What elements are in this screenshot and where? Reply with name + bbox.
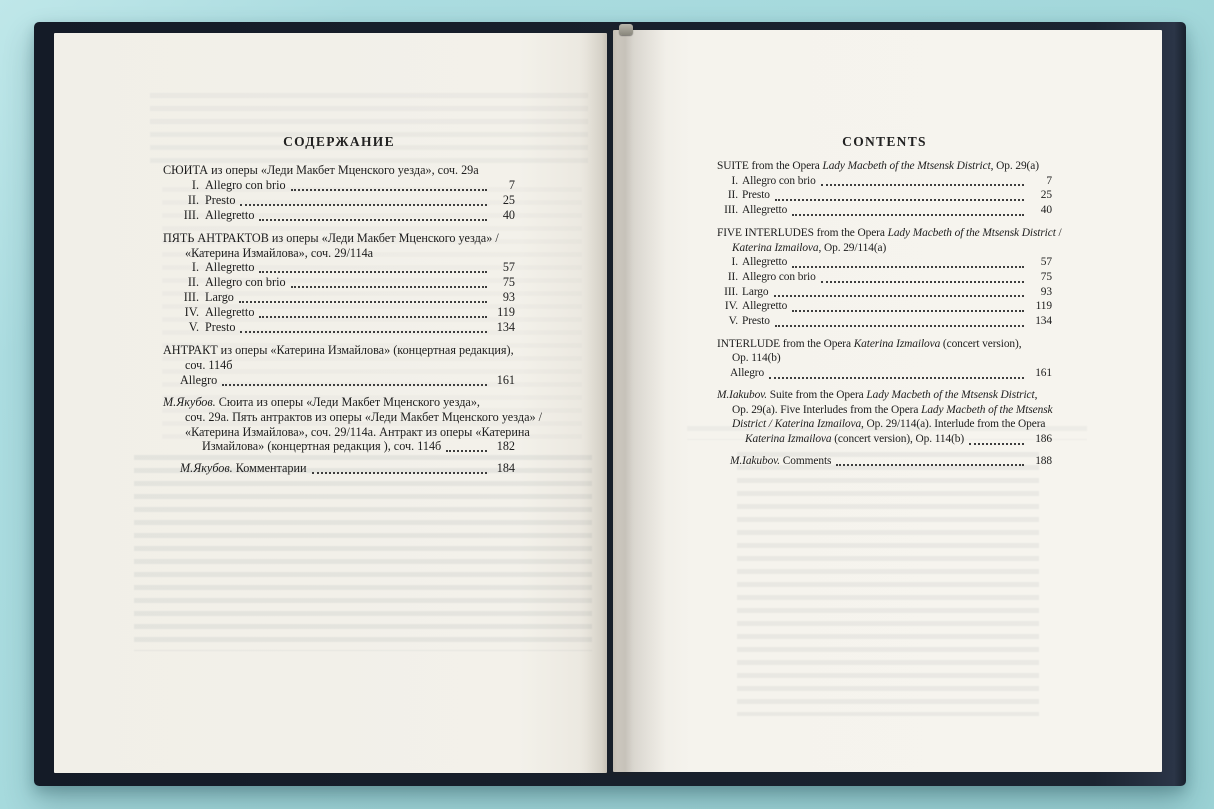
dot-leader xyxy=(446,450,487,452)
roman-numeral: III. xyxy=(183,290,199,305)
toc-row-label: Allegro con brio xyxy=(205,177,286,192)
toc-row xyxy=(163,461,515,476)
page-number: 25 xyxy=(502,192,515,207)
roman-numeral: I. xyxy=(731,256,738,269)
page-number: 93 xyxy=(1040,285,1052,298)
toc-entry xyxy=(163,394,543,455)
roman-numeral: III. xyxy=(183,207,199,222)
toc-row xyxy=(717,188,1052,203)
dot-leader xyxy=(821,184,1024,186)
roman-numeral: II. xyxy=(727,189,738,202)
toc-section xyxy=(717,226,1062,329)
toc-row xyxy=(717,285,1052,300)
right-page-title: CONTENTS xyxy=(842,134,927,149)
dot-leader xyxy=(291,286,487,288)
toc-row-label: Largo xyxy=(742,285,769,298)
toc-row-label: Allegretto xyxy=(742,256,788,269)
page-number: 134 xyxy=(1035,315,1052,328)
roman-numeral: IV. xyxy=(724,300,738,313)
page-number: 182 xyxy=(496,439,515,454)
toc-row xyxy=(163,320,515,335)
toc-section xyxy=(163,163,515,223)
section-title-line: «Катерина Измайлова», соч. 29/114а xyxy=(185,245,374,260)
toc-row-label: М.Якубов. Комментарии xyxy=(180,461,307,476)
toc-row xyxy=(163,373,515,388)
dot-leader xyxy=(239,301,487,303)
toc-row xyxy=(717,299,1052,314)
dot-leader xyxy=(792,214,1024,216)
entry-line: Op. 29(a). Five Interludes from the Opera Lady Macbeth of the Mtsensk xyxy=(732,403,1053,416)
toc-row-label: Allegretto xyxy=(742,300,788,313)
entry-line: соч. 29а. Пять антрактов из оперы «Леди Макбет Мценского уезда» / xyxy=(185,409,543,424)
page-number: 40 xyxy=(502,207,515,222)
page-number: 40 xyxy=(1040,204,1052,217)
roman-numeral: I. xyxy=(191,260,199,275)
entry-line: M.Iakubov. Suite from the Opera Lady Macbeth of the Mtsensk District, xyxy=(717,388,1038,401)
dot-leader xyxy=(775,325,1024,327)
page-number: 93 xyxy=(502,290,515,305)
toc-row-label: Allegro con brio xyxy=(205,275,286,290)
roman-numeral: II. xyxy=(727,270,738,283)
entry-line: District / Katerina Izmailova, Op. 29/114(a). Interlude from the Opera xyxy=(732,418,1046,431)
toc-row xyxy=(717,432,1052,447)
toc-row-label: Allegretto xyxy=(205,305,255,320)
toc-row xyxy=(163,275,515,290)
toc-row xyxy=(717,366,1052,381)
dot-leader xyxy=(775,199,1024,201)
dot-leader xyxy=(792,310,1024,312)
roman-numeral: IV. xyxy=(184,305,199,320)
section-title-line: Katerina Izmailova, Op. 29/114(a) xyxy=(732,241,887,254)
dot-leader xyxy=(240,331,487,333)
section-title-line: Op. 114(b) xyxy=(732,352,781,365)
page-number: 57 xyxy=(1040,256,1052,269)
toc-row-label: Allegretto xyxy=(205,207,255,222)
section-title-line: соч. 114б xyxy=(185,357,233,372)
toc-section xyxy=(717,159,1052,218)
dot-leader xyxy=(222,384,487,386)
page-bleedthrough xyxy=(134,451,592,651)
toc-row-label: Allegretto xyxy=(742,204,788,217)
toc-row xyxy=(163,439,515,454)
toc-row xyxy=(717,454,1052,469)
page-bleedthrough xyxy=(737,448,1039,716)
toc-row xyxy=(163,260,515,275)
roman-numeral: V. xyxy=(188,320,199,335)
toc-row-label: Allegro xyxy=(730,367,765,380)
left-table-of-contents xyxy=(163,163,543,476)
toc-section xyxy=(163,231,515,335)
dot-leader xyxy=(240,204,487,206)
page-number: 184 xyxy=(496,461,515,476)
dot-leader xyxy=(259,316,487,318)
toc-row-label: Presto xyxy=(742,189,770,202)
dot-leader xyxy=(259,219,487,221)
page-number: 161 xyxy=(1035,367,1052,380)
toc-row xyxy=(717,314,1052,329)
section-title-line: ПЯТЬ АНТРАКТОВ из оперы «Леди Макбет Мценского уезда» / xyxy=(163,230,499,245)
page-number: 188 xyxy=(1035,454,1052,467)
roman-numeral: I. xyxy=(191,177,199,192)
dot-leader xyxy=(291,189,487,191)
page-bleedthrough xyxy=(150,89,588,167)
section-title-line: SUITE from the Opera Lady Macbeth of the Mtsensk District, Op. 29(a) xyxy=(717,160,1039,172)
roman-numeral: II. xyxy=(187,275,199,290)
dot-leader xyxy=(792,266,1024,268)
roman-numeral: V. xyxy=(728,315,738,328)
roman-numeral: II. xyxy=(187,192,199,207)
toc-entry xyxy=(717,454,1052,469)
page-number: 186 xyxy=(1035,432,1052,445)
section-title-line: INTERLUDE from the Opera Katerina Izmailova (concert version), xyxy=(717,337,1022,350)
book-cover xyxy=(34,22,1186,786)
page-number: 7 xyxy=(1046,174,1052,187)
dot-leader xyxy=(259,271,487,273)
page-number: 119 xyxy=(1035,300,1052,313)
dot-leader xyxy=(969,443,1024,445)
toc-row-label: Presto xyxy=(205,320,236,335)
right-table-of-contents xyxy=(717,159,1062,468)
toc-row xyxy=(717,270,1052,285)
toc-row xyxy=(717,255,1052,270)
toc-row-label: Presto xyxy=(742,315,770,328)
section-title-line: FIVE INTERLUDES from the Opera Lady Macbeth of the Mtsensk District / xyxy=(717,226,1062,239)
toc-row xyxy=(163,208,515,223)
toc-row xyxy=(717,174,1052,189)
dot-leader xyxy=(312,472,487,474)
left-page-title: СОДЕРЖАНИЕ xyxy=(283,134,395,149)
toc-row-label: Измайлова» (концертная редакция ), соч. 114б xyxy=(202,439,442,454)
page-number: 134 xyxy=(496,320,515,335)
toc-row xyxy=(163,290,515,305)
page-number: 161 xyxy=(496,372,515,387)
page-number: 57 xyxy=(502,260,515,275)
dot-leader xyxy=(769,377,1024,379)
toc-section xyxy=(163,343,515,388)
entry-line: М.Якубов. Сюита из оперы «Леди Макбет Мценского уезда», xyxy=(163,394,480,409)
toc-row-label: Presto xyxy=(205,192,236,207)
toc-row xyxy=(163,305,515,320)
dot-leader xyxy=(821,281,1024,283)
roman-numeral: III. xyxy=(724,204,738,217)
toc-row-label: Allegro con brio xyxy=(742,174,816,187)
toc-entry xyxy=(163,461,515,476)
spine-headband xyxy=(619,24,633,35)
left-page xyxy=(54,33,607,773)
dot-leader xyxy=(774,295,1025,297)
toc-row-label: Allegro xyxy=(180,372,218,387)
page-number: 25 xyxy=(1040,189,1052,202)
toc-row xyxy=(163,178,515,193)
roman-numeral: I. xyxy=(731,174,738,187)
toc-row-label: Largo xyxy=(205,290,234,305)
toc-row-label: Allegretto xyxy=(205,260,255,275)
toc-section xyxy=(717,337,1052,381)
right-page xyxy=(613,30,1162,772)
page-number: 75 xyxy=(502,275,515,290)
section-title-line: АНТРАКТ из оперы «Катерина Измайлова» (концертная редакция), xyxy=(163,342,514,357)
page-number: 75 xyxy=(1040,270,1052,283)
entry-line: «Катерина Измайлова», соч. 29/114а. Антракт из оперы «Катерина xyxy=(185,424,530,439)
page-number: 7 xyxy=(508,177,515,192)
toc-row-label: Katerina Izmailova (concert version), Op. 114(b) xyxy=(745,432,965,445)
page-number: 119 xyxy=(497,305,515,320)
toc-row xyxy=(717,203,1052,218)
toc-row-label: M.Iakubov. Comments xyxy=(730,454,832,467)
toc-row-label: Allegro con brio xyxy=(742,270,816,283)
toc-row xyxy=(163,193,515,208)
section-title-line: СЮИТА из оперы «Леди Макбет Мценского уезда», соч. 29а xyxy=(163,163,479,177)
roman-numeral: III. xyxy=(724,285,738,298)
toc-entry xyxy=(717,388,1052,447)
dot-leader xyxy=(836,464,1024,466)
